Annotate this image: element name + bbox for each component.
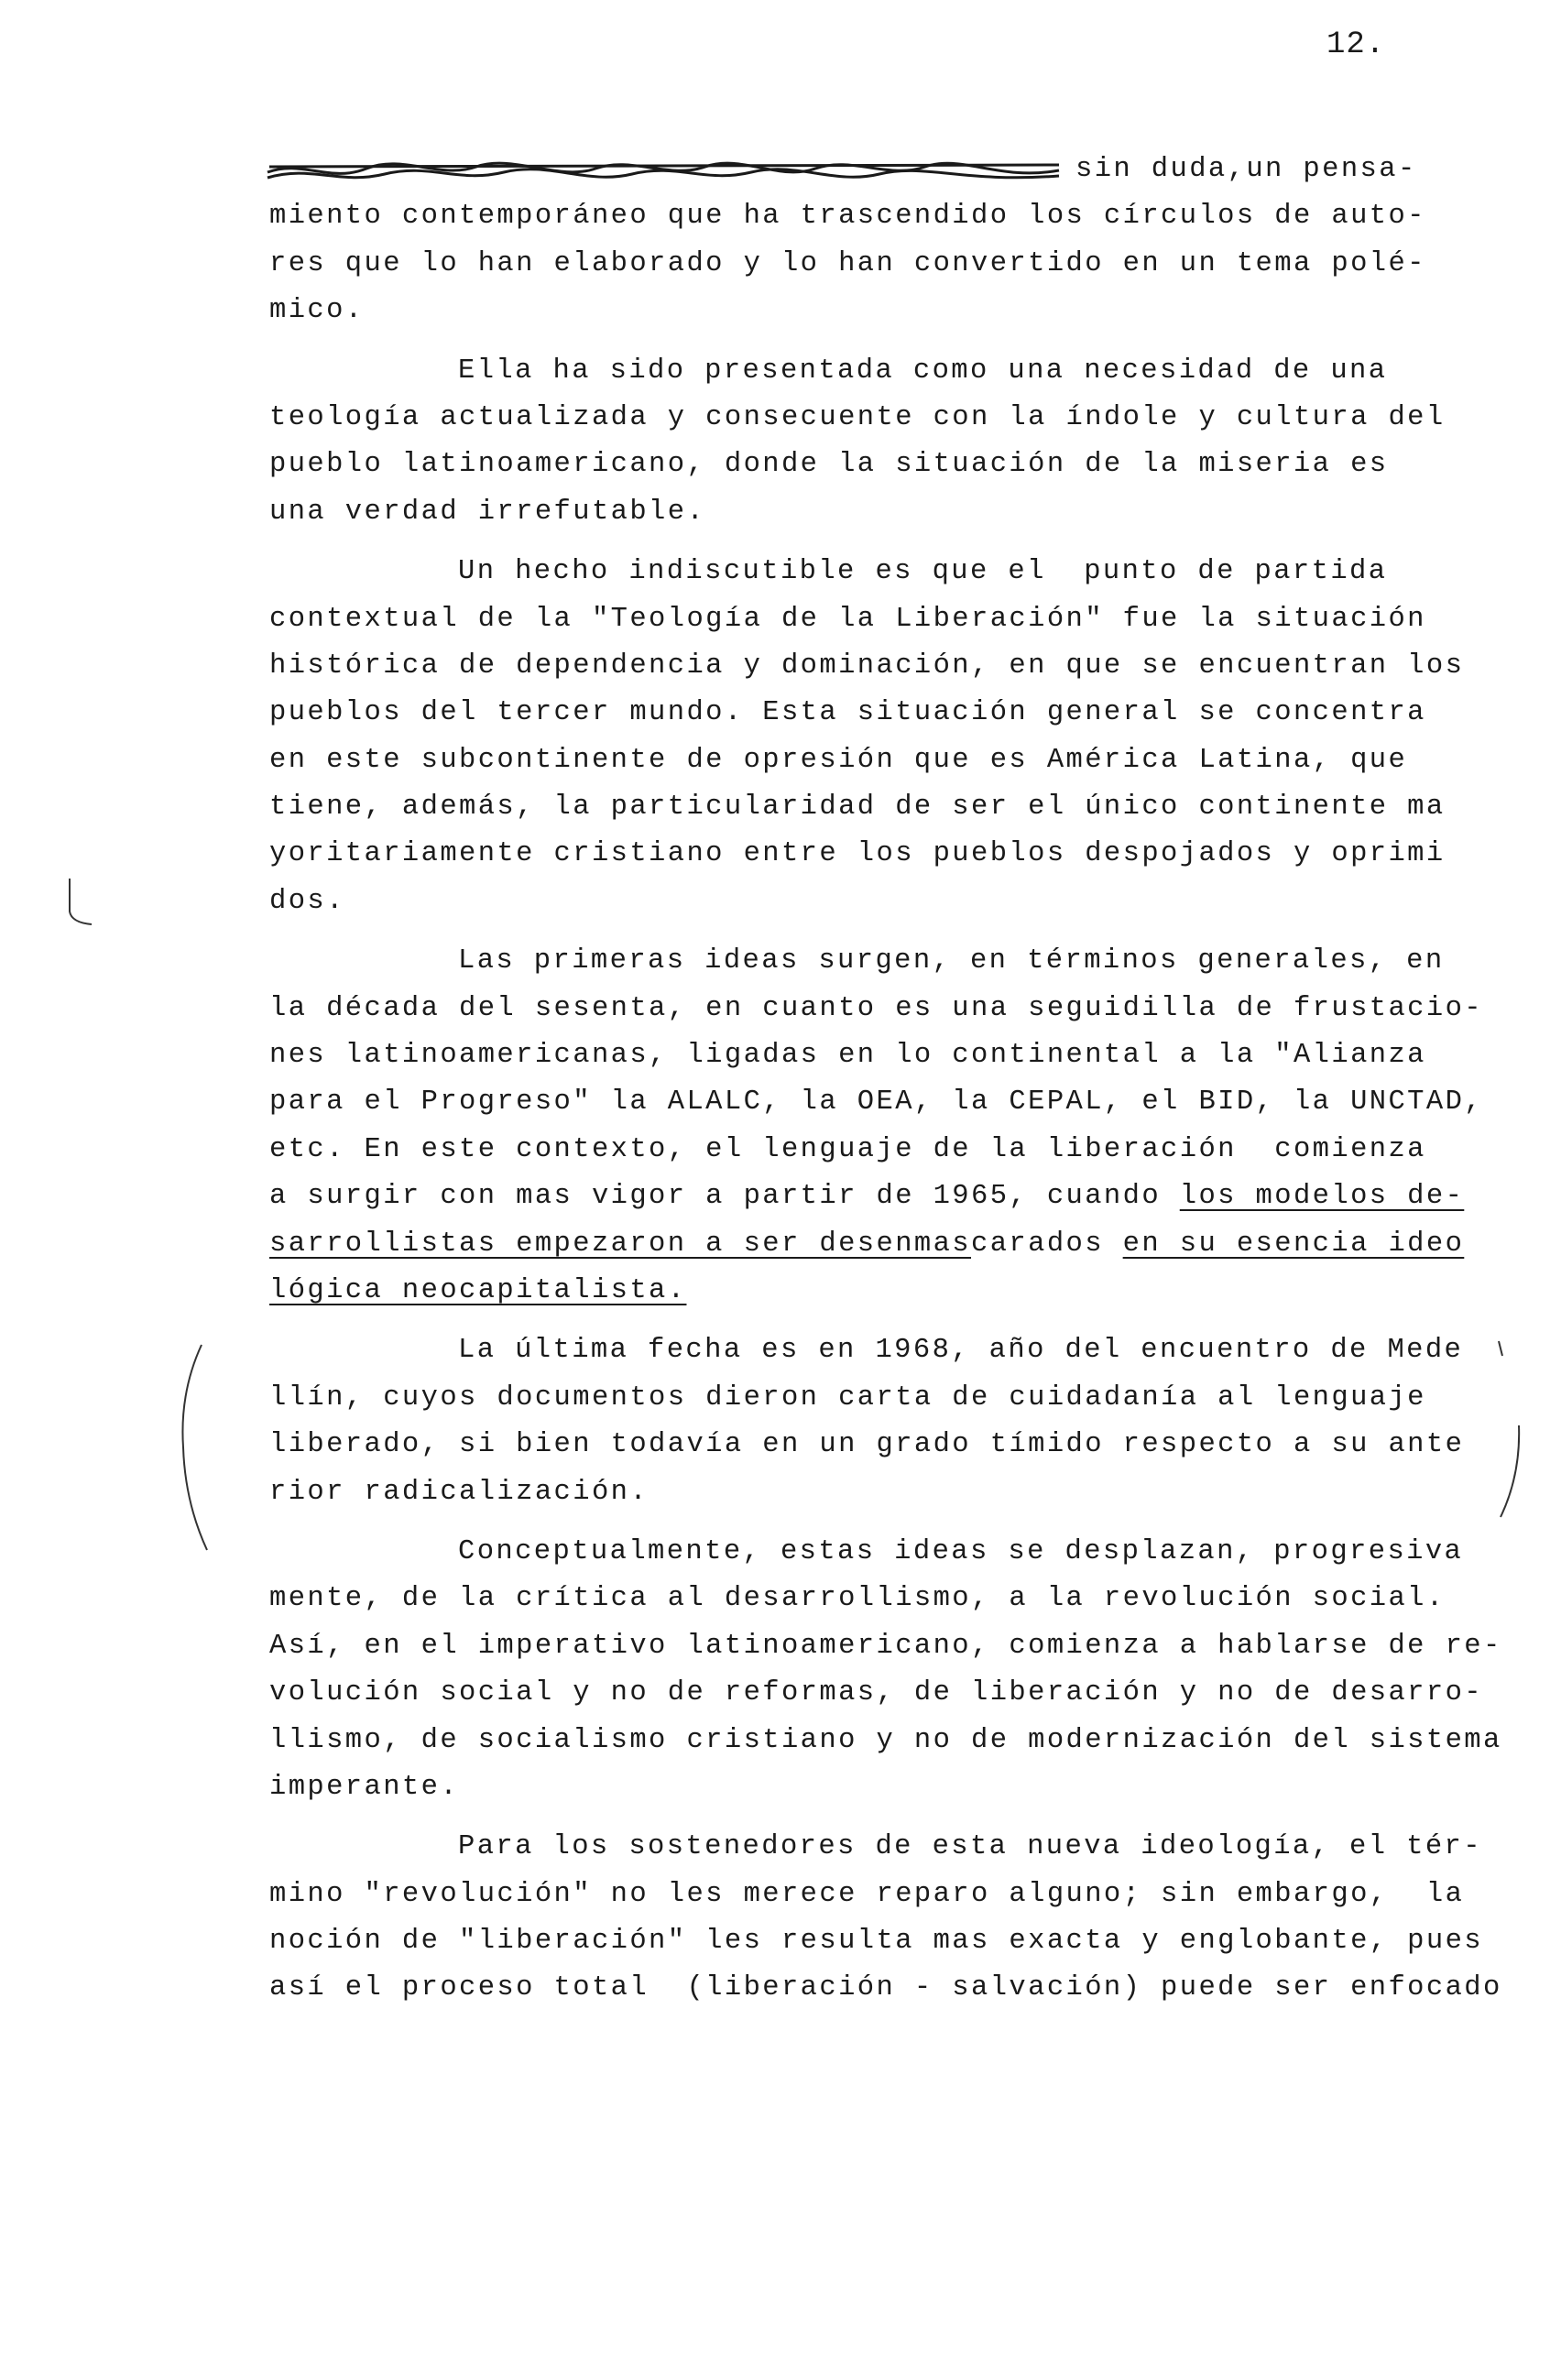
text-line	[269, 1965, 1502, 2012]
text-line	[269, 241, 1493, 288]
text-segment: dos.	[269, 885, 345, 917]
paragraph-gap	[269, 925, 1493, 938]
text-segment: una verdad irrefutable.	[269, 496, 706, 528]
text-line	[269, 938, 1493, 985]
text-segment: para el Progreso" la ALALC, la OEA, la CEPAL, el BID, la UNCTAD,	[269, 1086, 1483, 1119]
text-line	[269, 288, 1493, 334]
text-segment: imperante.	[269, 1771, 460, 1803]
text-segment: nes latinoamericanas, ligadas en lo continental a la "Alianza	[269, 1040, 1426, 1072]
text-line	[269, 1670, 1493, 1717]
paragraph	[269, 1824, 1502, 2013]
text-line	[269, 1872, 1493, 1918]
text-line	[269, 1032, 1493, 1079]
underlined-text: sarrollistas empezaron a ser desenmas	[269, 1228, 972, 1260]
text-line	[269, 1375, 1493, 1422]
underlined-text: lógica neocapitalista.	[269, 1274, 687, 1306]
paragraph-gap	[269, 1315, 1493, 1327]
text-segment: pueblo latinoamericano, donde la situación de la miseria es	[269, 449, 1389, 481]
text-segment: volución social y no de reformas, de liberación y no de desarro-	[269, 1677, 1483, 1709]
text-segment: La última fecha es en 1968, año del encuentro de Mede	[458, 1335, 1464, 1367]
text-segment: así el proceso total (liberación - salvación) puede ser enfocado	[269, 1972, 1502, 2004]
text-line	[269, 442, 1493, 488]
text-line	[269, 1824, 1493, 1871]
text-segment: llín, cuyos documentos dieron carta de cuidadanía al lenguaje	[269, 1381, 1426, 1414]
text-line	[269, 1529, 1493, 1576]
text-segment: a surgir con mas vigor a partir de 1965, cuando	[269, 1181, 1180, 1213]
paragraph-gap	[269, 1516, 1493, 1529]
document-body	[269, 147, 1502, 2013]
paragraph	[269, 147, 1493, 335]
text-segment: la década del sesenta, en cuanto es una seguidilla de frustacio-	[269, 992, 1483, 1024]
margin-bracket-right	[1491, 1337, 1537, 1521]
text-line	[269, 193, 1493, 240]
text-line	[269, 1623, 1502, 1670]
text-segment: Así, en el imperativo latinoamericano, comienza a hablarse de re-	[269, 1630, 1502, 1662]
text-segment: sin duda,un pensa-	[1075, 154, 1417, 185]
paragraph-gap	[269, 1811, 1493, 1824]
text-segment: mino "revolución" no les merece reparo alguno; sin embargo, la	[269, 1878, 1465, 1910]
text-segment: res que lo han elaborado y lo han convertido en un tema polé-	[269, 247, 1426, 279]
text-segment: yoritariamente cristiano entre los pueblos despojados y oprimi	[269, 838, 1446, 870]
text-segment: histórica de dependencia y dominación, en que se encuentran los	[269, 650, 1465, 682]
text-segment: teología actualizada y consecuente con la índole y cultura del	[269, 401, 1446, 433]
paragraph	[269, 348, 1493, 537]
text-segment: mico.	[269, 295, 365, 327]
text-line	[269, 1221, 1493, 1268]
paragraph	[269, 1327, 1493, 1516]
text-line	[269, 1576, 1493, 1622]
text-line	[269, 147, 1493, 193]
text-segment: contextual de la "Teología de la Liberación" fue la situación	[269, 603, 1426, 635]
text-line	[269, 1174, 1493, 1220]
text-line	[269, 1918, 1493, 1965]
text-line	[269, 784, 1493, 831]
underlined-text: los modelos de-	[1179, 1181, 1465, 1213]
text-segment: Las primeras ideas surgen, en términos generales, en	[458, 945, 1445, 977]
text-line	[269, 549, 1493, 595]
underlined-text: en su esencia ideo	[1122, 1228, 1465, 1260]
text-segment: liberado, si bien todavía en un grado tímido respecto a su ante	[269, 1429, 1465, 1461]
text-segment: noción de "liberación" les resulta mas exacta y englobante, pues	[269, 1926, 1483, 1958]
text-segment: pueblos del tercer mundo. Esta situación general se concentra	[269, 697, 1426, 729]
text-line	[269, 1327, 1493, 1374]
text-segment: en este subcontinente de opresión que es América Latina, que	[269, 744, 1408, 776]
text-line	[269, 348, 1493, 395]
paragraph	[269, 938, 1493, 1315]
text-segment: mente, de la crítica al desarrollismo, a la revolución social.	[269, 1583, 1446, 1615]
text-line	[269, 1469, 1493, 1516]
text-line	[269, 489, 1493, 536]
text-line	[269, 395, 1493, 442]
text-segment: Un hecho indiscutible es que el punto de partida	[458, 556, 1388, 588]
paragraph	[269, 1529, 1502, 1811]
text-line	[269, 986, 1493, 1032]
paragraph-gap	[269, 335, 1493, 348]
text-line	[269, 1718, 1502, 1764]
text-line	[269, 1422, 1493, 1468]
text-line	[269, 879, 1493, 925]
paragraph	[269, 549, 1493, 925]
paragraph-gap	[269, 536, 1493, 549]
text-line	[269, 831, 1493, 878]
text-segment: Para los sostenedores de esta nueva ideología, el tér-	[458, 1831, 1482, 1863]
page-number: 12.	[1326, 27, 1386, 62]
text-segment: Ella ha sido presentada como una necesidad de una	[458, 355, 1388, 387]
text-line	[269, 596, 1493, 643]
text-line	[269, 1764, 1493, 1811]
text-segment: rior radicalización.	[269, 1476, 650, 1508]
text-line	[269, 1079, 1493, 1126]
text-line	[269, 690, 1493, 737]
text-segment: miento contemporáneo que ha trascendido los círculos de auto-	[269, 201, 1426, 233]
text-line	[269, 643, 1493, 690]
text-segment: llismo, de socialismo cristiano y no de modernización del sistema	[269, 1724, 1502, 1756]
text-segment: tiene, además, la particularidad de ser el único continente ma	[269, 792, 1446, 824]
text-line	[269, 1268, 1493, 1315]
text-segment: etc. En este contexto, el lenguaje de la liberación comienza	[269, 1133, 1426, 1165]
margin-bracket-mark	[64, 875, 101, 930]
text-segment: carados	[971, 1228, 1123, 1260]
text-segment: Conceptualmente, estas ideas se desplazan, progresiva	[458, 1535, 1464, 1567]
text-line	[269, 1127, 1493, 1174]
text-line	[269, 737, 1493, 784]
margin-bracket-left	[170, 1337, 216, 1557]
